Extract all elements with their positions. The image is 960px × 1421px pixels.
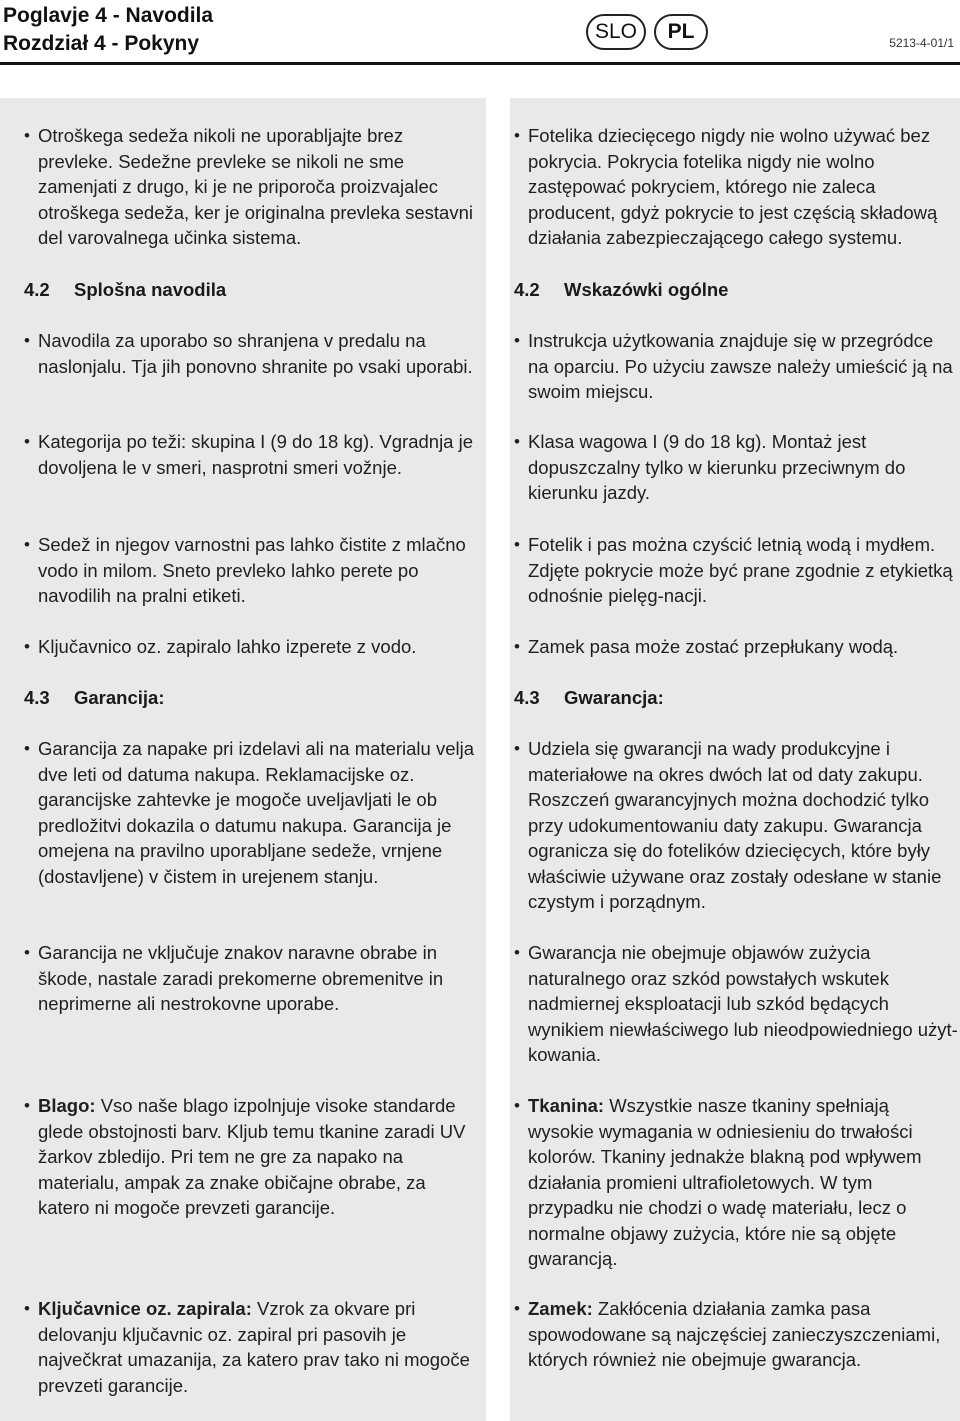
intro-item: • Fotelika dziecięcego nigdy nie wolno używać bez pokrycia. Pokrycia fotelika nigdy nie wolno zastępować pokryciem, którego nie zaleca producent, gdyż pokrycie to jest częścią składową działania zabezpieczającego całego systemu. bbox=[514, 123, 958, 251]
lock-item bbox=[514, 1296, 958, 1373]
section-heading-4-3 bbox=[24, 685, 165, 711]
header-divider bbox=[0, 62, 960, 65]
list-item: • Ključavnico oz. zapiralo lahko izperete z vodo. bbox=[24, 634, 476, 660]
chapter-title bbox=[3, 2, 213, 58]
lock-text: Zakłócenia działania zamka pasa spowodowane są najczęściej zanieczyszczeniami, których również nie obejmuje gwarancja. bbox=[528, 1298, 941, 1370]
section-heading-4-2 bbox=[24, 277, 226, 303]
chapter-title-slovenian: Poglavje 4 - Navodila bbox=[3, 4, 214, 27]
list-item: • Garancija ne vključuje znakov naravne obrabe in škode, nastale zaradi prekomerne obremenitve in neprimerne ali nestrokovne uporabe. bbox=[24, 940, 476, 1017]
section-heading-4-2 bbox=[514, 277, 728, 303]
lock-item bbox=[24, 1296, 476, 1398]
fabric-item bbox=[24, 1093, 476, 1221]
fabric-text: Vso naše blago izpolnjuje visoke standarde glede obstojnosti barv. Kljub temu tkanine zaradi UV žarkov zbledijo. Pri tem ne gre za napako na materialu, ampak za znake običajne obrabe, za katero ni mogoče prevzeti garancije. bbox=[38, 1095, 466, 1218]
fabric-label: Blago: bbox=[38, 1095, 96, 1116]
page-header bbox=[0, 0, 960, 64]
list-item: • Gwarancja nie obejmuje objawów zużycia naturalnego oraz szkód powstałych wskutek nadmiernej eksploatacji lub szkód będących wynikiem niewłaściwego lub nieodpowiedniego użyt-kowania. bbox=[514, 940, 958, 1068]
section-title: Wskazówki ogólne bbox=[564, 279, 729, 300]
section-title: Garancija: bbox=[74, 687, 165, 708]
lock-label: Zamek: bbox=[528, 1298, 593, 1319]
list-item: • Sedež in njegov varnostni pas lahko čistite z mlačno vodo in milom. Sneto prevleko lahko perete po navodilih na pralni etiketi. bbox=[24, 532, 476, 609]
section-number: 4.2 bbox=[514, 279, 540, 300]
list-item: • Udziela się gwarancji na wady produkcyjne i materiałowe na okres dwóch lat od daty zakupu. Roszczeń gwarancyjnych można dochodzić tylko przy udokumentowaniu daty zakupu. Gwarancja ogranicza się do fotelików dziecięcych, które były właściwie używane oraz zostały odesłane w stanie czystym i porządnym. bbox=[514, 736, 958, 915]
list-item: • Kategorija po teži: skupina I (9 do 18 kg). Vgradnja je dovoljena le v smeri, nasprotni smeri vožnje. bbox=[24, 429, 476, 480]
list-item: • Klasa wagowa I (9 do 18 kg). Montaż jest dopuszczalny tylko w kierunku przeciwnym do kierunku jazdy. bbox=[514, 429, 958, 506]
language-badge-pl: PL bbox=[654, 14, 708, 50]
section-number: 4.2 bbox=[24, 279, 50, 300]
section-title: Splošna navodila bbox=[74, 279, 227, 300]
fabric-text: Wszystkie nasze tkaniny spełniają wysokie wymagania w odniesieniu do trwałości kolorów. Tkaniny jednakże blakną pod wpływem działania promieni ultrafioletowych. W tym przypadku nie chodzi o wadę materiału, lecz o normalne objawy zużycia, które nie są objęte gwarancją. bbox=[528, 1095, 922, 1269]
lock-label: Ključavnice oz. zapirala: bbox=[38, 1298, 252, 1319]
list-item: • Instrukcja użytkowania znajduje się w przegródce na oparciu. Po użyciu zawsze należy umieścić ją na swoim miejscu. bbox=[514, 328, 958, 405]
list-item: • Fotelik i pas można czyścić letnią wodą i mydłem. Zdjęte pokrycie może być prane zgodnie z etykietką odnośnie pielęg-nacji. bbox=[514, 532, 958, 609]
list-item: • Zamek pasa może zostać przepłukany wodą. bbox=[514, 634, 958, 660]
fabric-item bbox=[514, 1093, 958, 1272]
section-number: 4.3 bbox=[514, 687, 540, 708]
lock-text: Vzrok za okvare pri delovanju ključavnic oz. zapiral pri pasovih je največkrat umazanija, za katero prav tako ni mogoče prevzeti garancije. bbox=[38, 1298, 470, 1396]
chapter-title-polish: Rozdział 4 - Pokyny bbox=[3, 32, 200, 55]
list-item: • Navodila za uporabo so shranjena v predalu na naslonjalu. Tja jih ponovno shranite po vsaki uporabi. bbox=[24, 328, 476, 379]
section-heading-4-3 bbox=[514, 685, 664, 711]
list-item: • Garancija za napake pri izdelavi ali na materialu velja dve leti od datuma nakupa. Reklamacijske oz. garancijske zahtevke je mogoče uveljavljati le ob predložitvi dokazila o datumu nakupa. Garancija je omejena na pravilno uporabljane sedeže, vrnjene (dostavljene) v čistem in urejenem stanju. bbox=[24, 736, 476, 889]
fabric-label: Tkanina: bbox=[528, 1095, 605, 1116]
language-badge-slo: SLO bbox=[586, 14, 646, 50]
section-number: 4.3 bbox=[24, 687, 50, 708]
document-number: 5213-4-01/1 bbox=[889, 36, 954, 50]
intro-item: • Otroškega sedeža nikoli ne uporabljajte brez prevleke. Sedežne prevleke se nikoli ne sme zamenjati z drugo, ki je ne priporoča proizvajalec otroškega sedeža, ker je originalna prevleka sestavni del varovalnega učinka sistema. bbox=[24, 123, 476, 251]
section-title: Gwarancja: bbox=[564, 687, 664, 708]
